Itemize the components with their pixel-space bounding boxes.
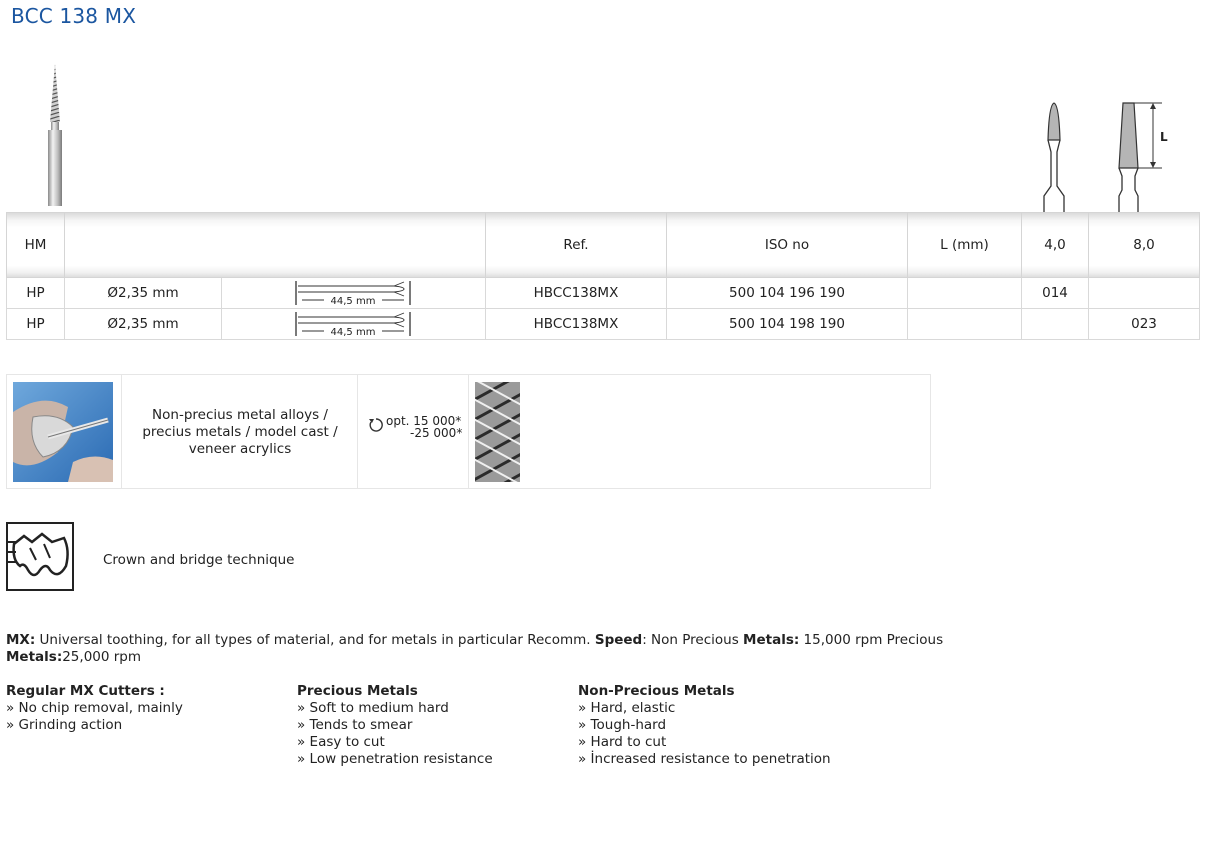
spec-table: [6, 212, 1200, 340]
length-marker: L: [1160, 130, 1168, 144]
row-type: HP: [7, 309, 65, 340]
technique-label: Crown and bridge technique: [103, 552, 295, 568]
row-ref: HBCC138MX: [486, 278, 667, 309]
info-strip: [6, 374, 931, 489]
material-line-1: Non-precius metal alloys /: [152, 407, 328, 423]
feature-item: » Low penetration resistance: [297, 751, 493, 767]
shank-diagram: [222, 278, 486, 309]
crown-bridge-icon: [6, 522, 74, 591]
speed-text: [364, 415, 468, 439]
description-text: [6, 632, 946, 666]
header-size-1: 4,0: [1022, 213, 1089, 278]
shank-length-label: 44,5 mm: [330, 296, 375, 307]
toothing-pattern-image: [475, 382, 520, 482]
shank-length-label: 44,5 mm: [330, 327, 375, 338]
usage-photo-cell: [7, 375, 122, 488]
row-size-2: [1089, 278, 1200, 309]
feature-item: » Hard to cut: [578, 734, 667, 750]
feature-item: » Tends to smear: [297, 717, 413, 733]
metals-text-2: 25,000 rpm: [62, 649, 142, 665]
toothing-cell: [469, 375, 930, 488]
header-hm: HM: [7, 213, 65, 278]
feature-item: » İncreased resistance to penetration: [578, 751, 831, 767]
row-size-1: [1022, 309, 1089, 340]
header-length: L (mm): [908, 213, 1022, 278]
metals-label-2: Metals:: [6, 649, 63, 665]
feature-heading: Regular MX Cutters :: [6, 683, 165, 699]
row-size-1: 014: [1022, 278, 1089, 309]
row-ref: HBCC138MX: [486, 309, 667, 340]
feature-item: » Easy to cut: [297, 734, 385, 750]
speed-line-1: opt. 15 000*: [386, 414, 462, 428]
header-size-2: 8,0: [1089, 213, 1200, 278]
feature-item: » Soft to medium hard: [297, 700, 449, 716]
metals-text-1: 15,000 rpm Precious: [799, 632, 944, 648]
table-header-row: [7, 213, 1200, 278]
row-diameter: Ø2,35 mm: [65, 278, 222, 309]
bur-size-8-drawing: [1112, 100, 1178, 214]
header-ref: Ref.: [486, 213, 667, 278]
table-row: [7, 309, 1200, 340]
shank-diagram-drawing: [294, 310, 414, 338]
feature-column-non-precious: [578, 683, 831, 768]
usage-photo: [13, 382, 113, 482]
mx-text: Universal toothing, for all types of material, and for metals in particular Recomm.: [35, 632, 595, 648]
header-empty: [65, 213, 486, 278]
table-row: [7, 278, 1200, 309]
shank-diagram: [222, 309, 486, 340]
row-size-2: 023: [1089, 309, 1200, 340]
material-cell: [122, 375, 358, 488]
feature-item: » Grinding action: [6, 717, 123, 733]
bur-product-image: [40, 60, 70, 206]
feature-column-regular: [6, 683, 183, 734]
feature-item: » Tough-hard: [578, 717, 667, 733]
speed-cell: [358, 375, 469, 488]
row-length: [908, 278, 1022, 309]
header-iso: ISO no: [667, 213, 908, 278]
page-title: BCC 138 MX: [11, 4, 137, 28]
feature-column-precious: [297, 683, 493, 768]
feature-item: » No chip removal, mainly: [6, 700, 183, 716]
material-line-3: veneer acrylics: [188, 441, 292, 457]
mx-label: MX:: [6, 632, 36, 648]
speed-text-1: : Non Precious: [642, 632, 744, 648]
feature-heading: Non-Precious Metals: [578, 683, 735, 699]
row-diameter: Ø2,35 mm: [65, 309, 222, 340]
material-line-2: precius metals / model cast /: [142, 424, 338, 440]
speed-label: Speed: [594, 632, 643, 648]
bur-size-4-drawing: [1040, 100, 1070, 214]
row-length: [908, 309, 1022, 340]
shank-diagram-drawing: [294, 279, 414, 307]
row-iso: 500 104 198 190: [667, 309, 908, 340]
row-type: HP: [7, 278, 65, 309]
feature-item: » Hard, elastic: [578, 700, 676, 716]
feature-heading: Precious Metals: [297, 683, 418, 699]
metals-label-1: Metals:: [743, 632, 800, 648]
speed-line-2: -25 000*: [410, 426, 463, 440]
material-text: [122, 407, 358, 458]
row-iso: 500 104 196 190: [667, 278, 908, 309]
